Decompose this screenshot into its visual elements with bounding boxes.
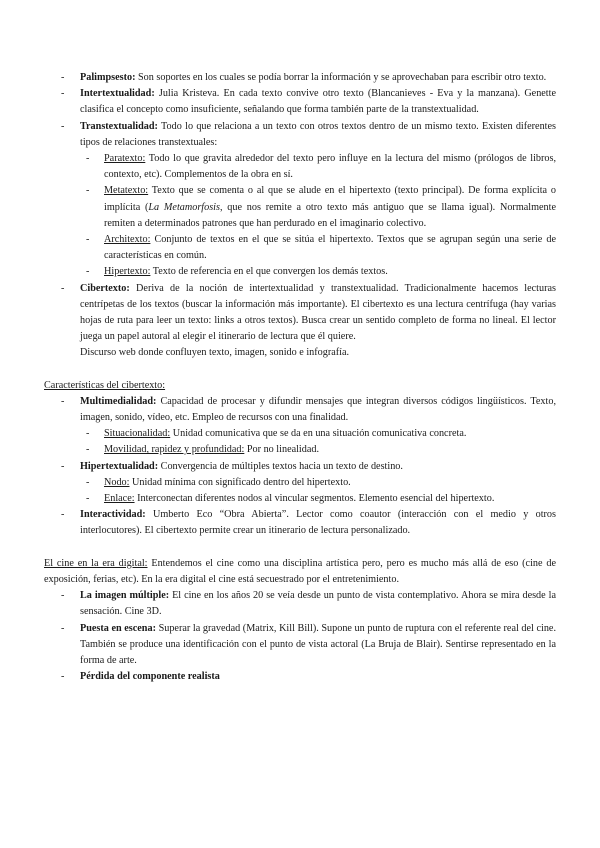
sublist-item-hipertexto	[80, 264, 556, 280]
term-imagen-multiple: La imagen múltiple:	[80, 590, 170, 602]
bullet-dash: -	[86, 493, 90, 505]
features-list	[44, 394, 556, 540]
bullet-dash: -	[86, 428, 90, 440]
book-title: La Metamorfosis	[148, 201, 220, 213]
bullet-dash: -	[61, 509, 65, 521]
sublist-item-metatexto	[80, 183, 556, 232]
term-metatexto: Metatexto:	[104, 185, 149, 197]
bullet-dash: -	[61, 622, 65, 634]
definition-text: Todo lo que relaciona a un texto con otros textos dentro de un mismo texto. Existen diferentes tipos de relaciones transtextuales:	[80, 120, 556, 148]
sublist-item-movilidad	[80, 442, 556, 458]
term-multimedialidad: Multimedialidad:	[80, 395, 157, 407]
term-enlace: Enlace:	[104, 493, 135, 505]
definition-text-cont: , que nos remite a otro texto más antiguo que se llama igual). Normalmente remiten a determinados patrones que han perdurado en el imaginario colectivo.	[104, 201, 556, 229]
definition-text: Conjunto de textos en el que se sitúa el hipertexto. Textos que se agrupan según una serie de características en común.	[104, 234, 556, 262]
term-intertextualidad: Intertextualidad:	[80, 88, 155, 100]
definition-text: Capacidad de procesar y difundir mensajes que integran diversos códigos lingüísticos. Texto, imagen, sonido, vídeo, etc. Empleo de recursos con una finalidad.	[80, 395, 556, 424]
term-hipertexto: Hipertexto:	[104, 266, 151, 278]
definition-text: Julia Kristeva. En cada texto convive otro texto (Blancanieves - Eva y la manzana). Genette clasifica el concepto como insuficiente, señalando que forma también parte de la transtextualidad.	[80, 88, 556, 116]
definition-text: Unidad comunicativa que se da en una situación comunicativa concreta.	[170, 428, 467, 440]
definition-text: Convergencia de múltiples textos hacia un texto de destino.	[158, 460, 403, 472]
definition-text: Unidad mínima con significado dentro del hipertexto.	[129, 476, 351, 488]
term-nodo: Nodo:	[104, 476, 130, 488]
term-movilidad: Movilidad, rapidez y profundidad:	[104, 444, 245, 456]
list-item-interactividad	[44, 507, 556, 539]
term-transtextualidad: Transtextualidad:	[80, 120, 158, 132]
sublist-item-paratexto	[80, 151, 556, 183]
term-perdida-realista: Pérdida del componente realista	[80, 671, 220, 683]
sublist-transtextual	[80, 151, 556, 281]
cine-intro-text: Entendemos el cine como una disciplina artística pero, pero es mucho más allá de eso (cine de exposición, ferias, etc). En la era digital el cine está secuestrado por el entretenimiento.	[44, 557, 556, 585]
bullet-dash: -	[61, 72, 65, 83]
bullet-dash: -	[86, 185, 90, 197]
definition-text: Todo lo que gravita alrededor del texto pero influye en la lectura del mismo (prólogos de libros, contexto, etc). Complementos de la obra en sí.	[104, 153, 556, 181]
definition-text: El cine en los años 20 se veía desde un punto de vista contemplativo. Ahora se mira desde la sensación. Cine 3D.	[80, 590, 556, 618]
bullet-dash: -	[86, 444, 90, 456]
bullet-dash: -	[86, 476, 90, 488]
sublist-item-situacionalidad	[80, 426, 556, 442]
term-cibertexto: Cibertexto:	[80, 282, 130, 294]
list-item-imagen-multiple	[44, 588, 556, 620]
bullet-dash: -	[61, 460, 65, 472]
sublist-item-nodo	[80, 475, 556, 491]
list-item-cibertexto	[44, 281, 556, 362]
term-situacionalidad: Situacionalidad:	[104, 428, 171, 440]
term-interactividad: Interactividad:	[80, 509, 146, 521]
bullet-dash: -	[61, 590, 65, 602]
concept-list	[44, 70, 556, 362]
term-hipertextualidad: Hipertextualidad:	[80, 460, 159, 472]
list-item-transtextualidad	[44, 119, 556, 281]
section-heading-caracteristicas: Características del cibertexto:	[44, 379, 166, 391]
term-architexto: Architexto:	[104, 234, 151, 246]
bullet-dash: -	[86, 153, 90, 165]
definition-text: Texto de referencia en el que convergen los demás textos.	[150, 266, 388, 278]
definition-text: Texto que se comenta o al que se alude en el hipertexto (texto principal). De forma explícita o implícita (	[104, 185, 556, 213]
definition-text: Son soportes en los cuales se podía borrar la información y se aprovechaban para escribir otro texto.	[135, 72, 547, 83]
sublist-hipertextualidad	[80, 475, 556, 507]
cine-list	[44, 588, 556, 685]
sublist-item-enlace	[80, 491, 556, 507]
term-paratexto: Paratexto:	[104, 153, 146, 165]
list-item-puesta-en-escena	[44, 621, 556, 670]
cibertexto-extra-line: Discurso web donde confluyen texto, imagen, sonido e infografía.	[80, 347, 350, 359]
term-palimpsesto: Palimpsesto:	[80, 72, 136, 83]
sublist-item-architexto	[80, 232, 556, 264]
list-item-perdida-realista	[44, 669, 556, 685]
bullet-dash: -	[61, 395, 65, 407]
definition-text: Interconectan diferentes nodos al vincular segmentos. Elemento esencial del hipertexto.	[134, 493, 495, 505]
cine-intro-paragraph	[44, 556, 556, 588]
bullet-dash: -	[61, 282, 65, 294]
list-item-palimpsesto	[44, 70, 556, 86]
definition-text: Superar la gravedad (Matrix, Kill Bill). Supone un punto de ruptura con el referente real del cine. También se produce una identificación con el punto de vista actoral (La Bruja de Blair). Sentirse representado en la forma de arte.	[80, 622, 556, 666]
bullet-dash: -	[61, 88, 65, 100]
bullet-dash: -	[61, 671, 65, 683]
term-puesta-en-escena: Puesta en escena:	[80, 622, 156, 634]
list-item-intertextualidad	[44, 86, 556, 118]
definition-text: Deriva de la noción de intertextualidad y transtextualidad. Tradicionalmente hacemos lecturas centrípetas de los textos (buscar la información más importante). El cibertexto es una lectura centrífuga (hay varias hojas de ruta para leer un texto: links a otros textos). Busca crear un sentido completo de forma no lineal. El lector juega un papel autoral al elegir el itinerario de lectura que él quiere.	[80, 282, 556, 343]
bullet-dash: -	[61, 120, 65, 132]
definition-text: Por no linealidad.	[244, 444, 320, 456]
section-heading-cine: El cine en la era digital:	[44, 557, 148, 569]
sublist-multimedialidad	[80, 426, 556, 458]
definition-text: Umberto Eco “Obra Abierta”. Lector como coautor (interacción con el medio y otros interlocutores). El cibertexto permite crear un itinerario de lectura personalizado.	[80, 509, 556, 537]
list-item-multimedialidad	[44, 394, 556, 459]
bullet-dash: -	[86, 266, 90, 278]
list-item-hipertextualidad	[44, 459, 556, 508]
bullet-dash: -	[86, 234, 90, 246]
